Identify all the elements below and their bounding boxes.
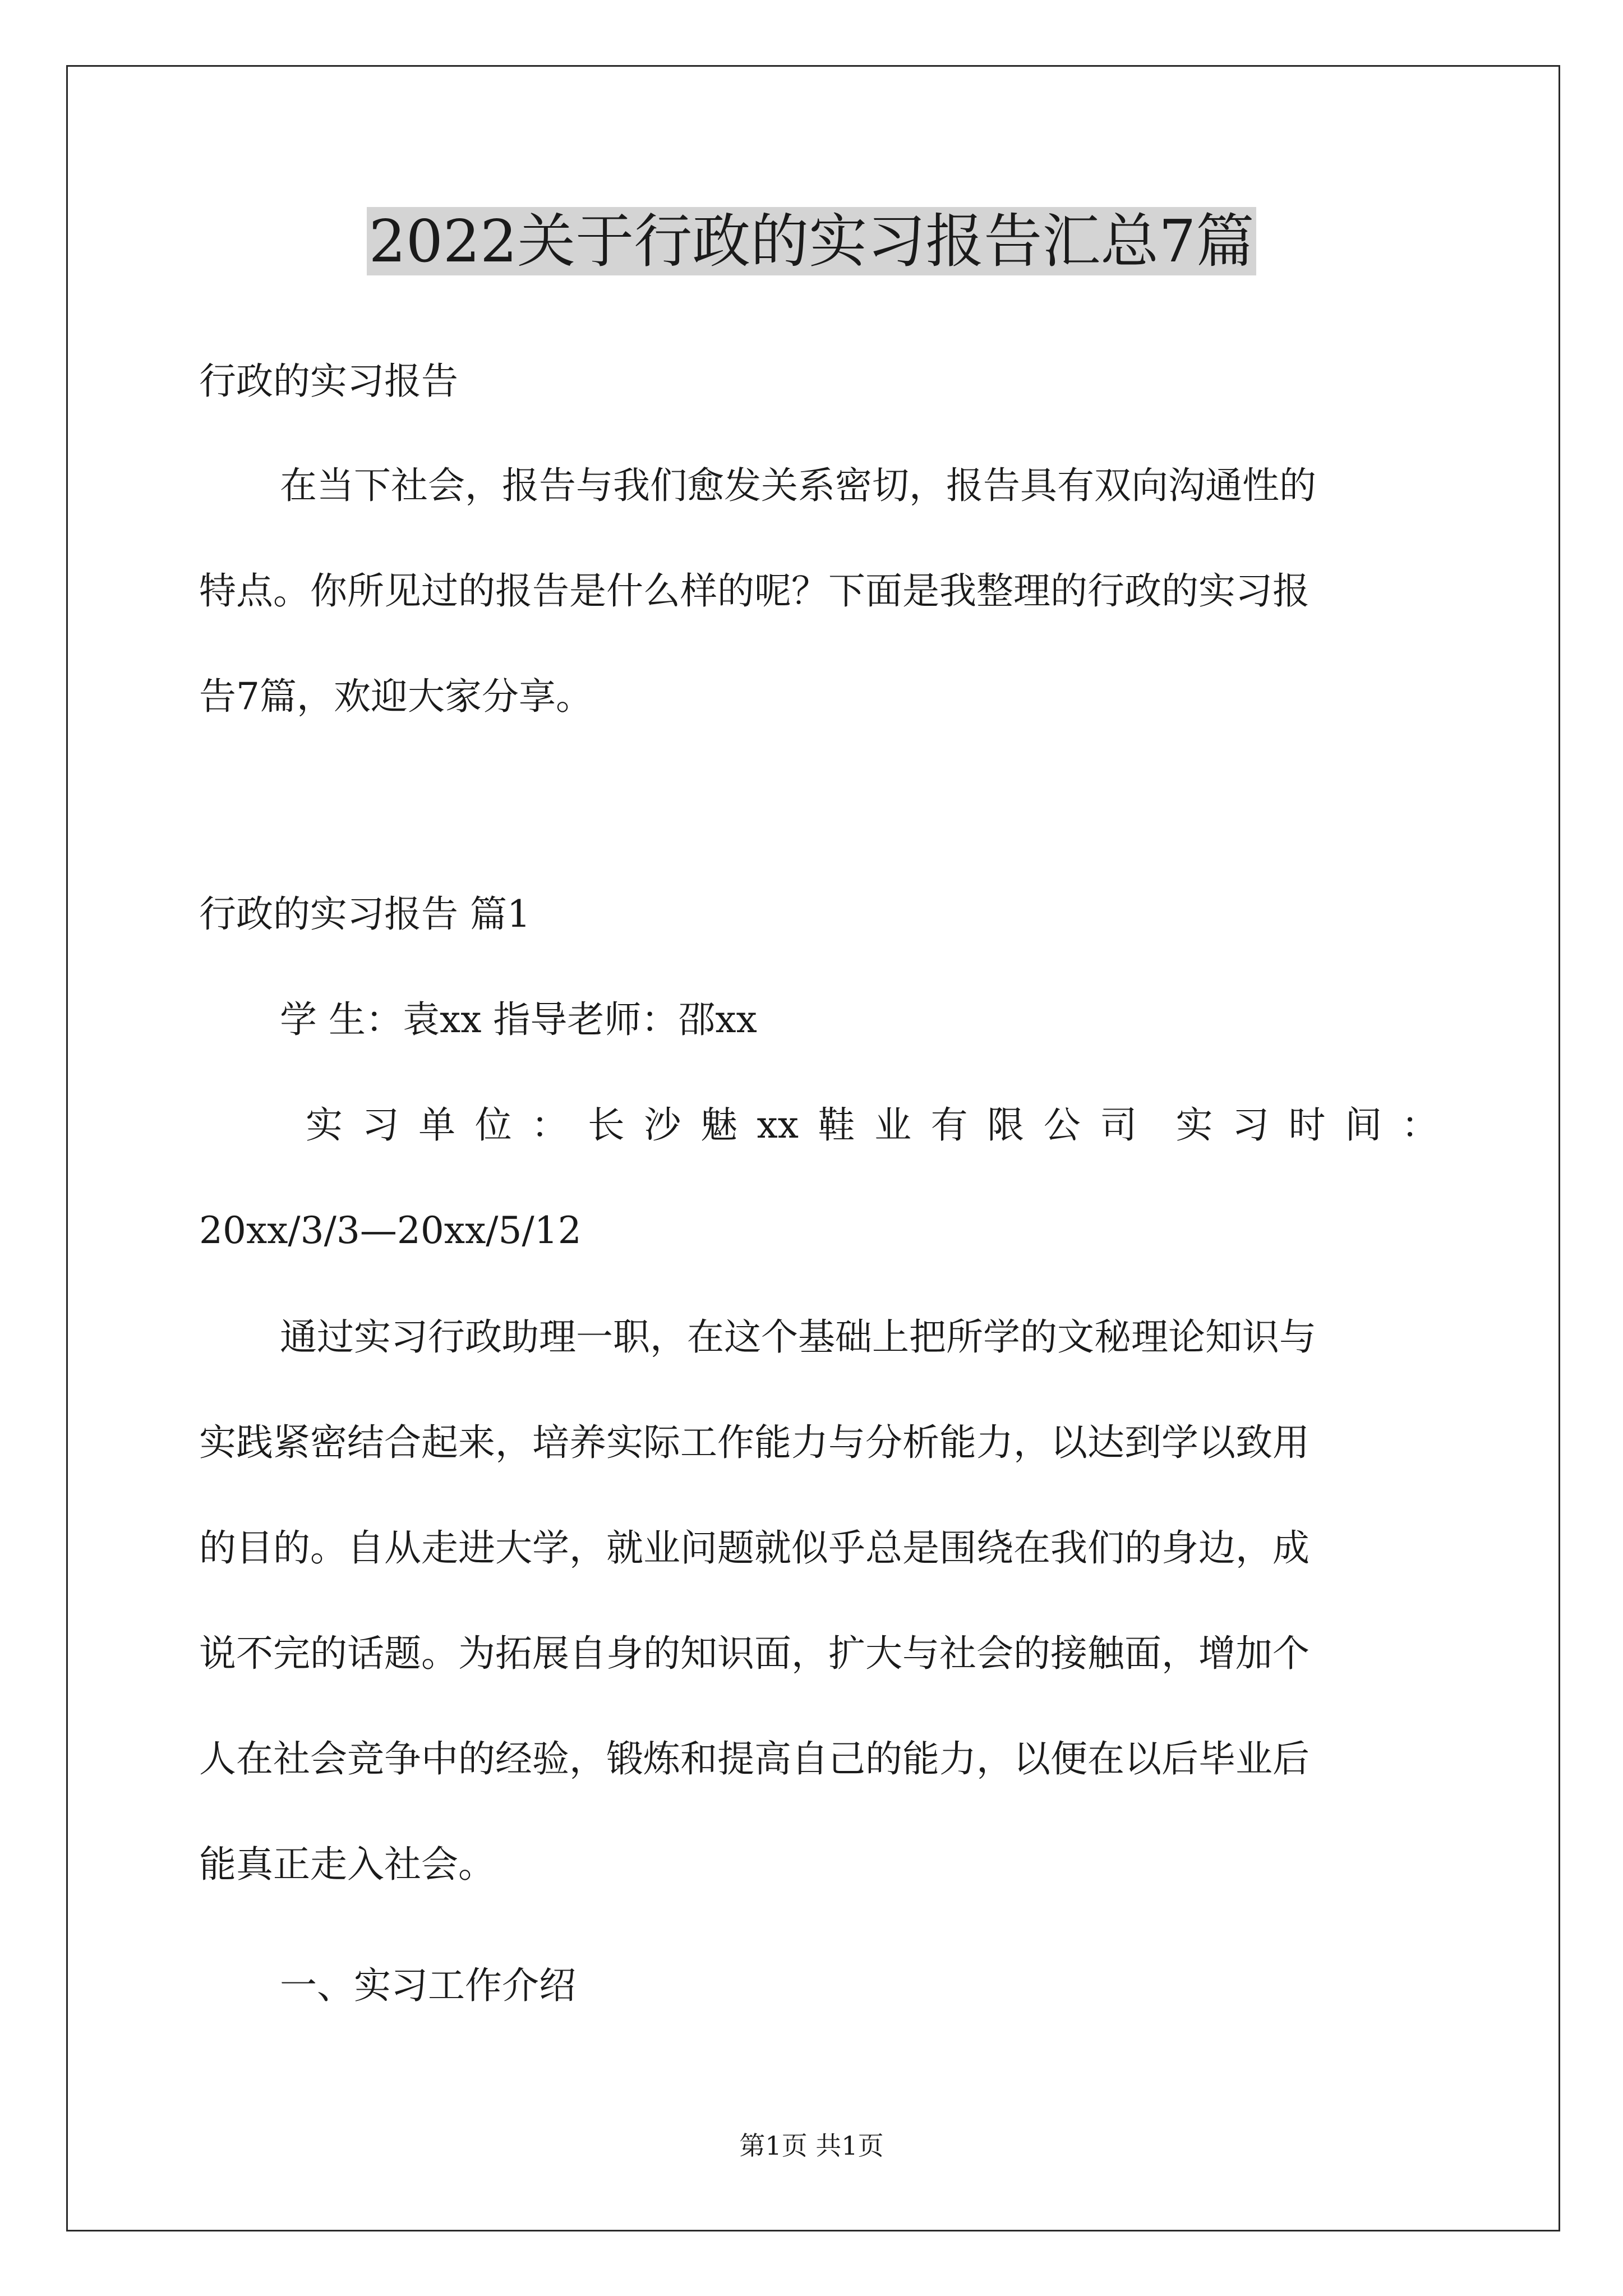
body-paragraph (199, 1285, 1438, 1917)
body-line: 说不完的话题。为拓展自身的知识面，扩大与社会的接触面，增加个 (199, 1632, 1310, 1675)
unit-line-char: 长 (587, 1103, 625, 1147)
unit-line-char: 鞋 (818, 1103, 855, 1147)
student-info: 学 生：袁xx 指导老师：邵xx (280, 998, 757, 1041)
unit-line-char: 业 (874, 1103, 912, 1147)
section-heading: 行政的实习报告 (199, 360, 458, 403)
body-line: 通过实习行政助理一职，在这个基础上把所学的文秘理论知识与 (280, 1315, 1316, 1359)
unit-line-char: 公 (1043, 1103, 1081, 1147)
unit-line-char: xx (757, 1103, 799, 1147)
internship-period: 20xx/3/3—20xx/5/12 (199, 1209, 582, 1252)
unit-line-char: 时 (1288, 1103, 1326, 1147)
internship-unit-text (199, 1092, 1438, 1159)
body-line: 实践紧密结合起来，培养实际工作能力与分析能力，以达到学以致用 (199, 1421, 1310, 1464)
document-title (0, 202, 1623, 280)
unit-line-char: ： (531, 1103, 569, 1147)
unit-line-char: 沙 (644, 1103, 681, 1147)
section-subheading: 一、实习工作介绍 (280, 1964, 576, 2007)
page-footer: 第1页 共1页 (739, 2131, 884, 2161)
document-title-text: 2022关于行政的实习报告汇总7篇 (367, 207, 1257, 275)
unit-line-char: 间 (1345, 1103, 1382, 1147)
unit-line-char: 魅 (700, 1103, 737, 1147)
intro-line: 特点。你所见过的报告是什么样的呢？下面是我整理的行政的实习报 (199, 569, 1310, 613)
intro-line: 告7篇，欢迎大家分享。 (199, 675, 593, 718)
unit-line-char: 单 (418, 1103, 456, 1147)
unit-line-char: 实 (1175, 1103, 1213, 1147)
unit-line-char: 实 (306, 1103, 343, 1147)
unit-line-char: 习 (1232, 1103, 1270, 1147)
internship-unit-line (199, 1092, 1438, 1159)
intro-paragraph (199, 433, 1438, 749)
article-heading: 行政的实习报告 篇1 (199, 892, 531, 936)
body-line: 的目的。自从走进大学，就业问题就似乎总是围绕在我们的身边，成 (199, 1526, 1310, 1570)
body-line: 人在社会竞争中的经验，锻炼和提高自己的能力，以便在以后毕业后 (199, 1737, 1310, 1780)
unit-line-char: 司 (1100, 1103, 1137, 1147)
unit-line-char: 有 (930, 1103, 968, 1147)
unit-line-char: 习 (362, 1103, 399, 1147)
unit-line-char: 限 (987, 1103, 1025, 1147)
body-line: 能真正走入社会。 (199, 1843, 495, 1886)
unit-line-char: 位 (474, 1103, 512, 1147)
unit-line-char: ： (1401, 1103, 1438, 1147)
intro-line: 在当下社会，报告与我们愈发关系密切，报告具有双向沟通性的 (280, 464, 1316, 507)
